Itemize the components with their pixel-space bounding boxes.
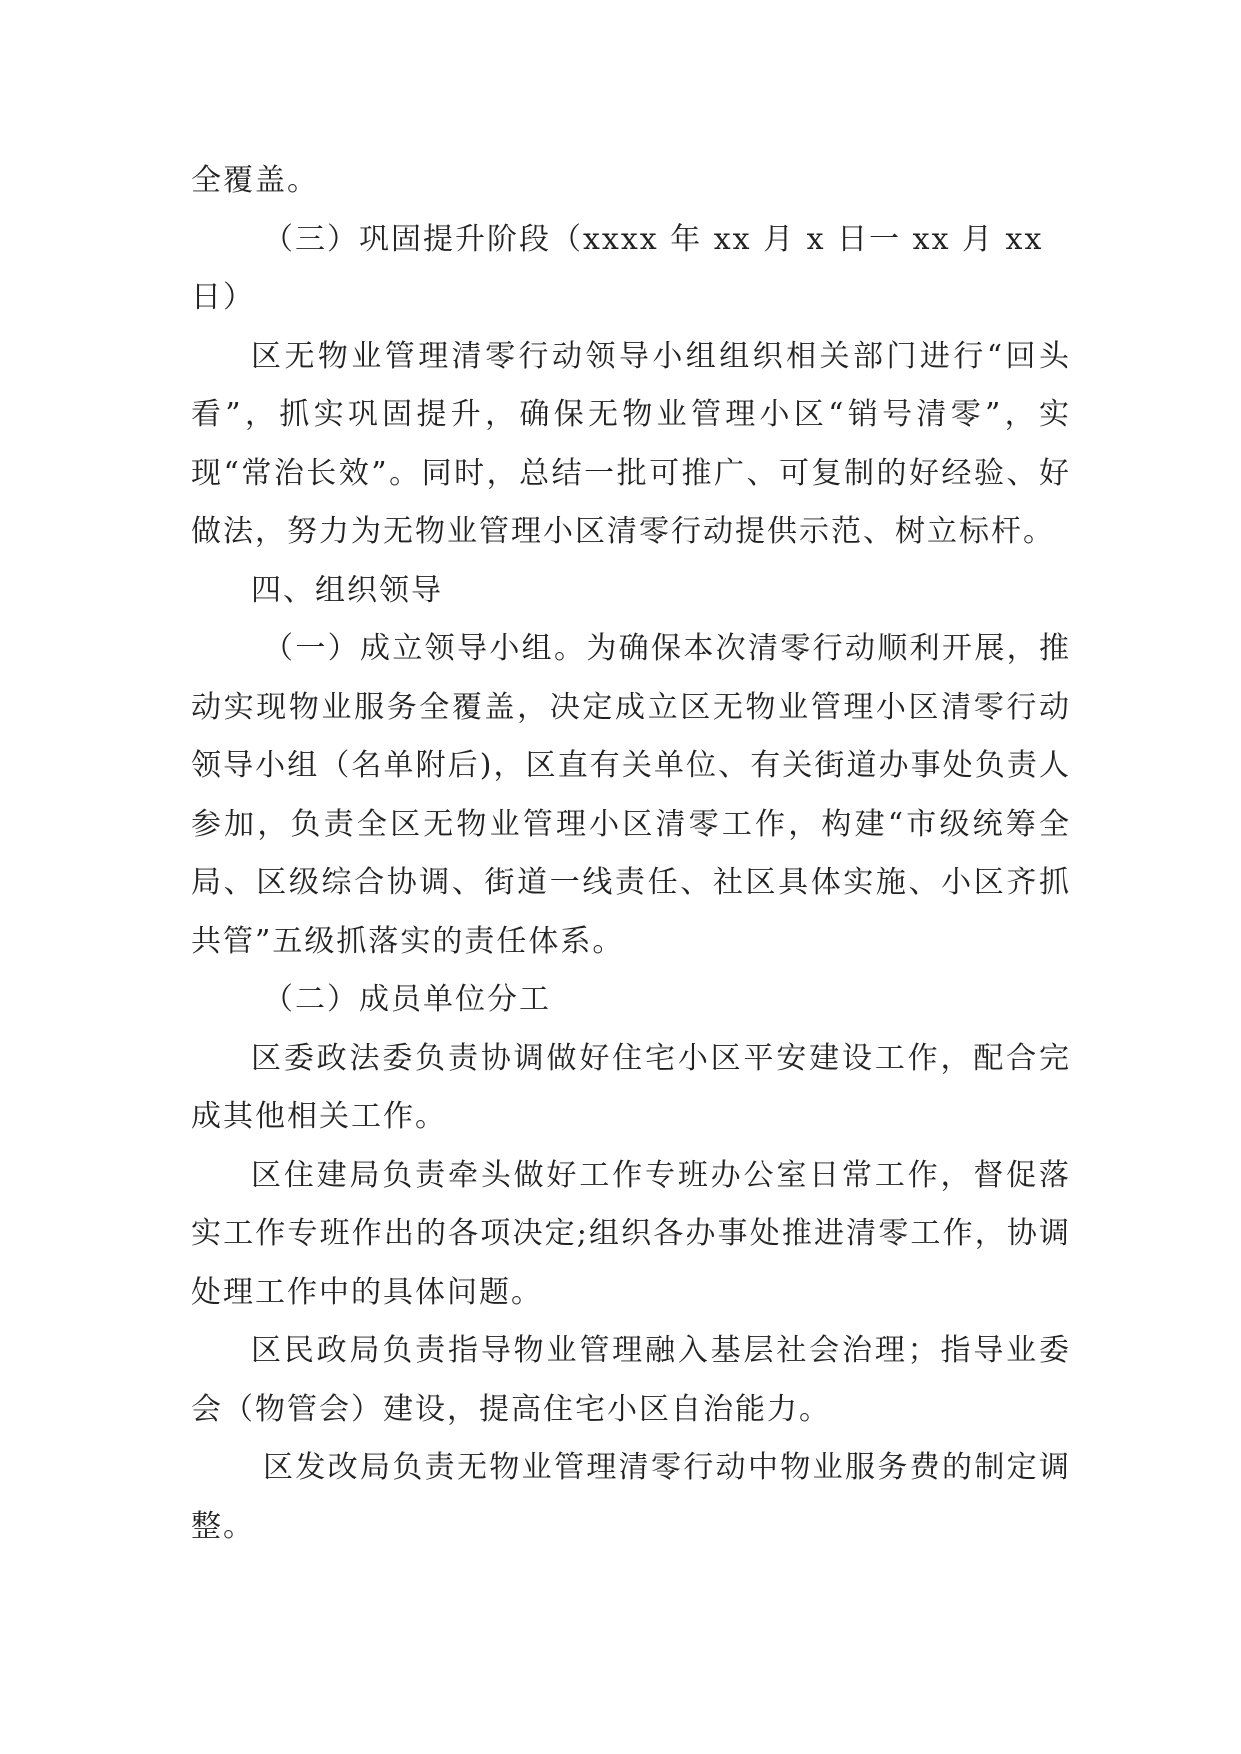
paragraph-political-legal-committee: 区委政法委负责协调做好住宅小区平安建设工作，配合完成其他相关工作。 [191,1040,1071,1134]
section-heading-consolidation-phase: （三）巩固提升阶段（xxxx 年 xx 月 x 日一 xx 月 xx 日） [191,221,1044,315]
paragraph-development-reform-bureau: 区发改局负责无物业管理清零行动中物业服务费的制定调整。 [191,1450,1071,1544]
paragraph-leading-group: （一）成立领导小组。为确保本次清零行动顺利开展，推动实现物业服务全覆盖，决定成立区无物业管理小区清零行动领导小组（名单附后)，区直有关单位、有关街道办事处负责人参加，负责全区无物业管理小区清零工作，构建“市级统筹全局、区级综合协调、街道一线责任、社区具体实施、小区齐抓共管”五级抓落实的责任体系。 [191,631,1071,959]
section-heading-organization: 四、组织领导 [251,572,443,608]
paragraph-consolidation: 区无物业管理清零行动领导小组组织相关部门进行“回头看”，抓实巩固提升，确保无物业管理小区“销号清零”，实现“常治长效”。同时，总结一批可推广、可复制的好经验、好做法，努力为无物业管理小区清零行动提供示范、树立标杆。 [191,338,1071,549]
document-body [191,152,1071,1556]
paragraph-continuation: 全覆盖。 [191,163,319,198]
paragraph-housing-bureau: 区住建局负责牵头做好工作专班办公室日常工作，督促落实工作专班作出的各项决定;组织各办事处推进清零工作，协调处理工作中的具体问题。 [191,1157,1071,1310]
paragraph-civil-affairs-bureau: 区民政局负责指导物业管理融入基层社会治理；指导业委会（物管会）建设，提高住宅小区自治能力。 [191,1333,1071,1427]
section-heading-member-units: （二）成员单位分工 [263,982,551,1017]
